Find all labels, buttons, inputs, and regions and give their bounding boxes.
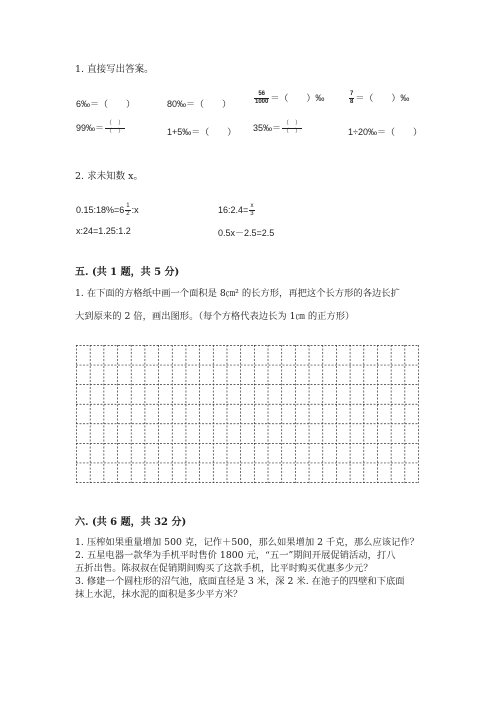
q1-item-2: 80‰＝（ ） [167, 99, 232, 109]
fraction: $\frac{x}{3}$ [250, 203, 254, 217]
square-grid-paper[interactable] [76, 345, 419, 483]
q1-item-8: 1÷20‰＝（ ） [348, 127, 422, 137]
section-6-line-4: 3. 修建一个圆柱形的沼气池，底面直径是 3 米，深 2 米. 在池子的四壁和下底面 [75, 576, 405, 587]
q2-equation-4: 0.5x－2.5=2.5 [218, 228, 275, 238]
q1-item-7: 35‰＝ $\frac{( )}{( )}$ [253, 121, 302, 136]
fraction: $\frac{( )}{( )}$ [283, 121, 302, 136]
section-6-line-1: 1. 压榨如果重量增加 500 克，记作＋500，那么如果增加 2 千克，那么应该记作？ [75, 537, 419, 548]
section-5-question-line-2: 大到原来的 2 倍，画出图形。（每个方格代表边长为 1㎝ 的正方形） [75, 311, 355, 322]
q2-equation-2: 16:2.4= $\frac{x}{3}$ [218, 203, 254, 217]
q1-item-3: $\frac{56}{1000}$ ＝（ ）‰ [255, 91, 325, 106]
q1-item-6: 1+5‰＝（ ） [167, 127, 237, 137]
q2-equation-1: 0.15:18%=6 $\frac{1}{2}$ :x [76, 203, 139, 217]
fraction: $\frac{56}{1000}$ [255, 91, 269, 106]
section-6-line-5: 抹上水泥，抹水泥的面积是多少平方米？ [75, 589, 243, 600]
section-6-heading: 六. (共 6 题，共 32 分) [75, 517, 187, 528]
section-5-heading: 五. (共 1 题，共 5 分) [75, 267, 180, 278]
fraction: $\frac{7}{8}$ [350, 91, 354, 106]
question-1-title: 1. 直接写出答案。 [75, 64, 154, 75]
fraction: $\frac{( )}{( )}$ [106, 121, 125, 136]
q1-item-4: $\frac{7}{8}$ ＝（ ）‰ [350, 91, 410, 106]
section-6-line-2: 2. 五星电器一款华为手机平时售价 1800 元，“五一”期间开展促销活动，打八 [75, 550, 396, 561]
section-5-question-line-1: 1. 在下面的方格纸中画一个面积是 8㎝² 的长方形，再把这个长方形的各边长扩 [75, 288, 400, 299]
q1-item-1: 6‰＝（ ） [76, 99, 136, 109]
section-6-line-3: 五折出售。陈叔叔在促销期间购买了这款手机，比平时购买优惠多少元？ [75, 563, 373, 574]
fraction: $\frac{1}{2}$ [126, 203, 130, 217]
question-2-title: 2. 求未知数 x。 [75, 171, 143, 182]
grid-svg [76, 345, 419, 483]
q1-item-5: 99‰＝ $\frac{( )}{( )}$ [76, 121, 125, 136]
q2-equation-3: x:24=1.25:1.2 [76, 226, 131, 236]
